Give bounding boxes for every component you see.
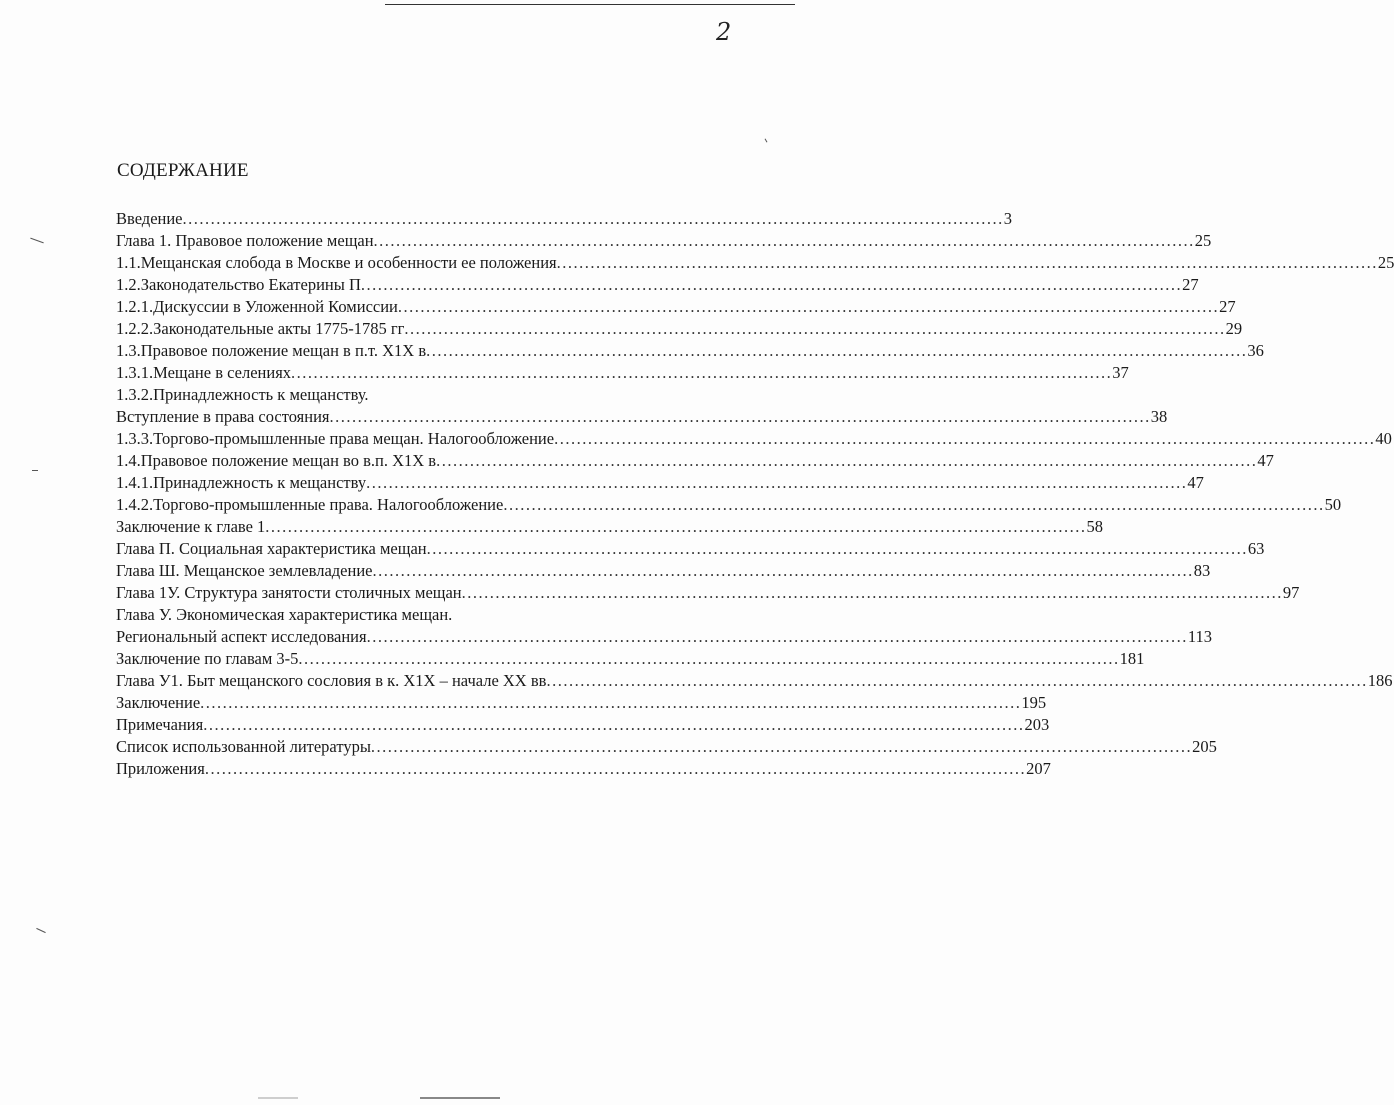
toc-leader-dots	[371, 736, 1192, 758]
toc-leader-dots	[183, 208, 1004, 230]
toc-leader-dots	[265, 516, 1086, 538]
toc-entry-page: 50	[1324, 495, 1342, 514]
toc-entry-label: Глава 1. Правовое положение мещан	[116, 231, 374, 250]
toc-entry	[116, 318, 1243, 340]
toc-entry-page: 36	[1247, 341, 1264, 360]
toc-entry-label: Заключение по главам 3-5	[116, 649, 299, 668]
page-title: СОДЕРЖАНИЕ	[117, 160, 249, 181]
toc-entry-page: 38	[1150, 407, 1168, 426]
toc-entry	[116, 428, 1392, 450]
toc-leader-dots	[291, 362, 1112, 384]
toc-leader-dots	[205, 758, 1026, 780]
toc-entry	[116, 692, 1047, 714]
toc-leader-dots	[436, 450, 1257, 472]
toc-leader-dots	[398, 296, 1219, 318]
toc-entry-page: 97	[1282, 583, 1300, 602]
toc-entry-label: 1.2.2.Законодательные акты 1775-1785 гг	[116, 319, 405, 338]
toc-leader-dots	[426, 340, 1247, 362]
toc-entry	[116, 274, 1199, 296]
toc-entry-page: 3	[1003, 209, 1013, 228]
toc-entry-page: 47	[1257, 451, 1274, 470]
toc-entry-label: 1.3.1.Мещане в селениях	[116, 363, 292, 382]
toc-entry	[116, 230, 1212, 252]
toc-entry-page: 203	[1024, 715, 1050, 734]
toc-entry-label: 1.3.2.Принадлежность к мещанству.	[116, 385, 369, 404]
toc-entry	[116, 626, 1212, 648]
toc-entry	[116, 538, 1265, 560]
toc-entry-label: 1.3.3.Торгово-промышленные права мещан. Налогообложение	[116, 429, 555, 448]
toc-entry-page: 207	[1026, 759, 1051, 778]
toc-entry-label: 1.2.Законодательство Екатерины П	[116, 275, 361, 294]
toc-entry-page: 186	[1367, 671, 1393, 690]
toc-leader-dots	[554, 428, 1375, 450]
toc-entry-label: 1.4.Правовое положение мещан во в.п. Х1Х в	[116, 451, 437, 470]
toc-entry-label: Региональный аспект исследования	[116, 627, 367, 646]
toc-entry-page: 25	[1377, 253, 1394, 272]
toc-entry-label: Заключение к главе 1	[116, 517, 266, 536]
toc-leader-dots	[200, 692, 1021, 714]
toc-leader-dots	[330, 406, 1151, 428]
toc-entry-label: 1.4.1.Принадлежность к мещанству	[116, 473, 367, 492]
toc-entry	[116, 296, 1236, 318]
scan-border-line	[385, 4, 795, 5]
toc-entry	[116, 362, 1129, 384]
toc-entry	[116, 516, 1104, 538]
toc-entry-label: Глава Ш. Мещанское землевладение	[116, 561, 373, 580]
toc-entry-label: Глава У1. Быт мещанского сословия в к. Х1Х – начале ХХ вв	[116, 671, 547, 690]
toc-entry-page: 83	[1193, 561, 1211, 580]
scan-mark	[765, 139, 768, 143]
toc-entry	[116, 758, 1051, 780]
toc-entry-label: Глава 1У. Структура занятости столичных мещан	[116, 583, 462, 602]
toc-entry-label: Приложения	[116, 759, 205, 778]
toc-entry-page: 181	[1119, 649, 1145, 668]
toc-entry-label: Список использованной литературы	[116, 737, 371, 756]
toc-entry	[116, 252, 1394, 274]
scan-border-bottom	[258, 1097, 298, 1099]
toc-entry	[116, 648, 1145, 670]
toc-entry-page: 47	[1187, 473, 1204, 492]
toc-leader-dots	[203, 714, 1024, 736]
toc-entry	[116, 714, 1050, 736]
toc-entry-page: 40	[1375, 429, 1392, 448]
toc-entry	[116, 450, 1274, 472]
toc-entry	[116, 736, 1217, 758]
toc-leader-dots	[557, 252, 1378, 274]
toc-entry-label: Глава У. Экономическая характеристика мещан.	[116, 605, 453, 624]
toc-entry-label: Вступление в права состояния	[116, 407, 330, 426]
toc-entry-label: Введение	[116, 209, 183, 228]
toc-entry-page: 27	[1182, 275, 1199, 294]
toc-entry-page: 27	[1219, 297, 1236, 316]
toc-entry-label: 1.3.Правовое положение мещан в п.т. Х1Х в	[116, 341, 427, 360]
toc-entry-label: Глава П. Социальная характеристика мещан	[116, 539, 427, 558]
toc-leader-dots	[427, 538, 1248, 560]
toc-leader-dots	[298, 648, 1119, 670]
toc-entry	[116, 560, 1211, 582]
toc-entry-page: 29	[1225, 319, 1243, 338]
toc-leader-dots	[546, 670, 1367, 692]
table-of-contents	[116, 208, 1394, 780]
toc-leader-dots	[372, 560, 1193, 582]
toc-leader-dots	[361, 274, 1182, 296]
toc-leader-dots	[374, 230, 1195, 252]
scan-border-bottom	[420, 1097, 500, 1099]
toc-entry-label: 1.2.1.Дискуссии в Уложенной Комиссии	[116, 297, 398, 316]
toc-entry-page: 37	[1112, 363, 1129, 382]
toc-leader-dots	[404, 318, 1225, 340]
scan-mark	[36, 928, 45, 933]
toc-entry-label: 1.1.Мещанская слобода в Москве и особенности ее положения	[116, 253, 557, 272]
toc-entry-label: 1.4.2.Торгово-промышленные права. Налогообложение	[116, 495, 504, 514]
toc-entry-page: 113	[1187, 627, 1212, 646]
toc-entry-page: 25	[1194, 231, 1212, 250]
toc-entry-label: Заключение	[116, 693, 201, 712]
scan-mark	[32, 470, 38, 471]
toc-entry	[116, 406, 1168, 428]
toc-entry-label: Примечания	[116, 715, 204, 734]
toc-entry-page: 195	[1021, 693, 1047, 712]
toc-entry-page: 58	[1086, 517, 1104, 536]
toc-entry	[116, 582, 1300, 604]
toc-leader-dots	[366, 472, 1187, 494]
toc-entry	[116, 384, 656, 406]
toc-entry	[116, 494, 1342, 516]
handwritten-page-number: 2	[716, 18, 732, 46]
toc-leader-dots	[462, 582, 1283, 604]
toc-entry	[116, 670, 1393, 692]
toc-entry	[116, 604, 656, 626]
toc-entry	[116, 472, 1204, 494]
toc-entry	[116, 340, 1264, 362]
toc-entry	[116, 208, 1013, 230]
toc-entry-page: 63	[1247, 539, 1265, 558]
toc-leader-dots	[367, 626, 1188, 648]
scan-mark	[30, 238, 43, 244]
toc-leader-dots	[503, 494, 1324, 516]
toc-entry-page: 205	[1192, 737, 1217, 756]
